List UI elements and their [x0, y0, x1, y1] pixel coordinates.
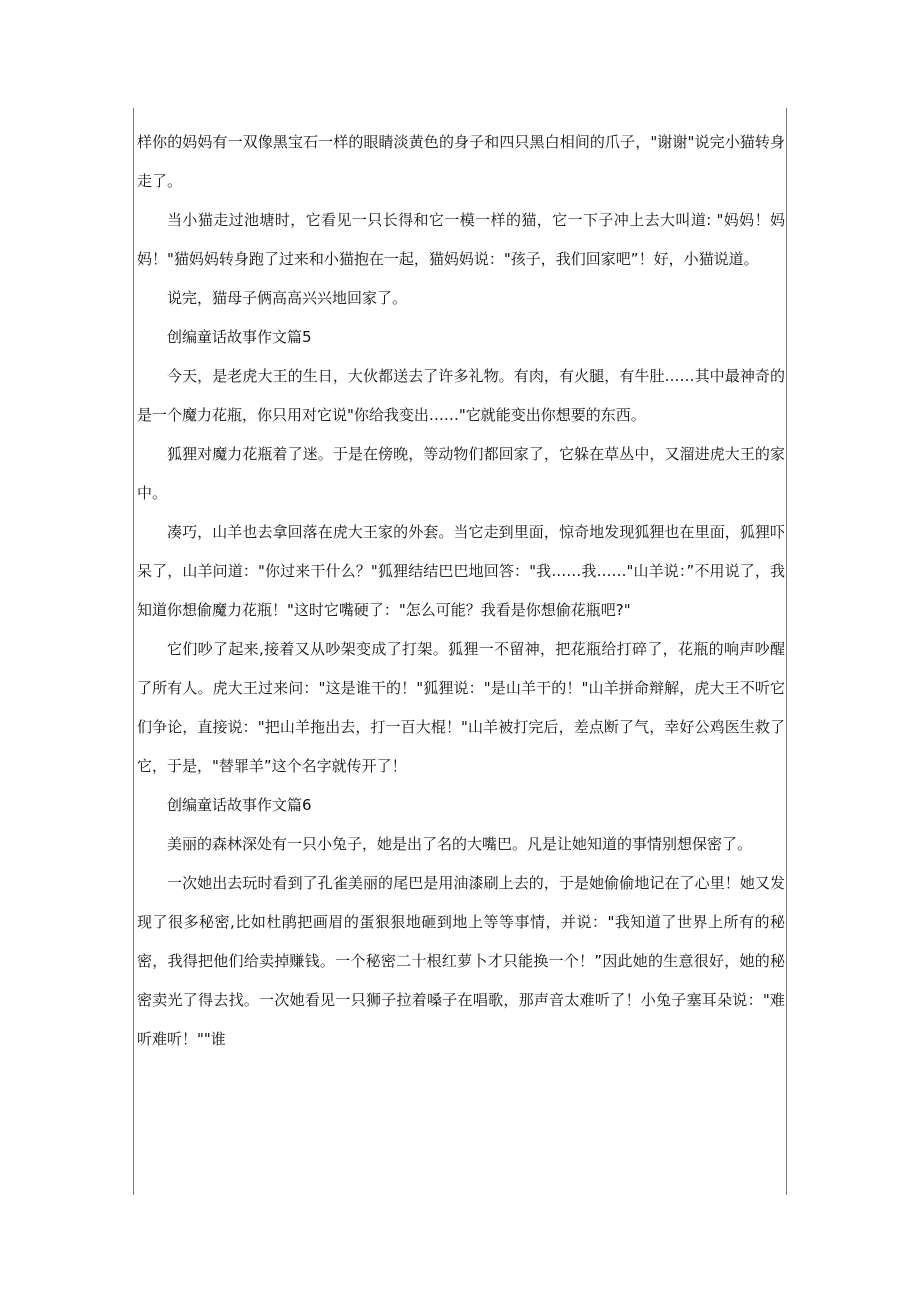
paragraph-goat-finds-fox: 凑巧，山羊也去拿回落在虎大王家的外套。当它走到里面，惊奇地发现狐狸也在里面，狐狸吓呆了，山羊问道："你过来干什么？"狐狸结结巴巴地回答："我……我……"山羊说：”不用说了，我知道你想偷魔力花瓶！"这时它嘴硬了："怎么可能？我看是你想偷花瓶吧?" — [137, 523, 785, 619]
paragraph-scapegoat: 它们吵了起来,接着又从吵架变成了打架。狐狸一不留神，把花瓶给打碎了，花瓶的响声吵醒了所有人。虎大王过来问："这是谁干的！"狐狸说："是山羊干的！"山羊拼命辩解，虎大王不听它们争论，直接说："把山羊拖出去，打一百大棍！"山羊被打完后，差点断了气，幸好公鸡医生救了它，于是，"替罪羊”这个名字就传开了！ — [137, 640, 785, 775]
paragraph-rabbit-secrets: 一次她出去玩时看到了孔雀美丽的尾巴是用油漆刷上去的，于是她偷偷地记在了心里！她又发现了很多秘密,比如杜鹃把画眉的蛋狠狠地砸到地上等等事情，并说："我知道了世界上所有的秘密，我得把他们给卖掉赚钱。一个秘密二十根红萝卜才只能换一个！”因此她的生意很好，她的秘密卖光了得去找。一次她看见一只狮子拉着嗓子在唱歌，那声音太难听了！小兔子塞耳朵说："难听难听！""谁 — [137, 874, 785, 1048]
paragraph-going-home: 说完，猫母子俩高高兴兴地回家了。 — [167, 289, 408, 307]
paragraph-rabbit-intro: 美丽的森林深处有一只小兔子，她是出了名的大嘴巴。凡是让她知道的事情别想保密了。 — [167, 835, 753, 853]
story-text-body — [137, 123, 785, 1059]
section-heading-story-6: 创编童话故事作文篇6 — [167, 796, 312, 814]
paragraph-tiger-birthday: 今天，是老虎大王的生日，大伙都送去了许多礼物。有肉，有火腿，有牛肚……其中最神奇的是一个魔力花瓶，你只用对它说"你给我变出……"它就能变出你想要的东西。 — [137, 367, 785, 424]
paragraph-continuation: 样你的妈妈有一双像黑宝石一样的眼睛淡黄色的身子和四只黑白相间的爪子，"谢谢"说完小猫转身走了。 — [137, 133, 785, 190]
right-margin-rule — [786, 108, 787, 1195]
paragraph-kitten-finds-mother: 当小猫走过池塘时，它看见一只长得和它一模一样的猫，它一下子冲上去大叫道: "妈妈！妈妈！"猫妈妈转身跑了过来和小猫抱在一起，猫妈妈说："孩子，我们回家吧”！好，小猫说道。 — [137, 211, 785, 268]
paragraph-fox-sneaks-in: 狐狸对魔力花瓶着了迷。于是在傍晚，等动物们都回家了，它躲在草丛中，又溜进虎大王的家中。 — [137, 445, 785, 502]
section-heading-story-5: 创编童话故事作文篇5 — [167, 328, 312, 346]
left-margin-rule — [133, 108, 134, 1195]
